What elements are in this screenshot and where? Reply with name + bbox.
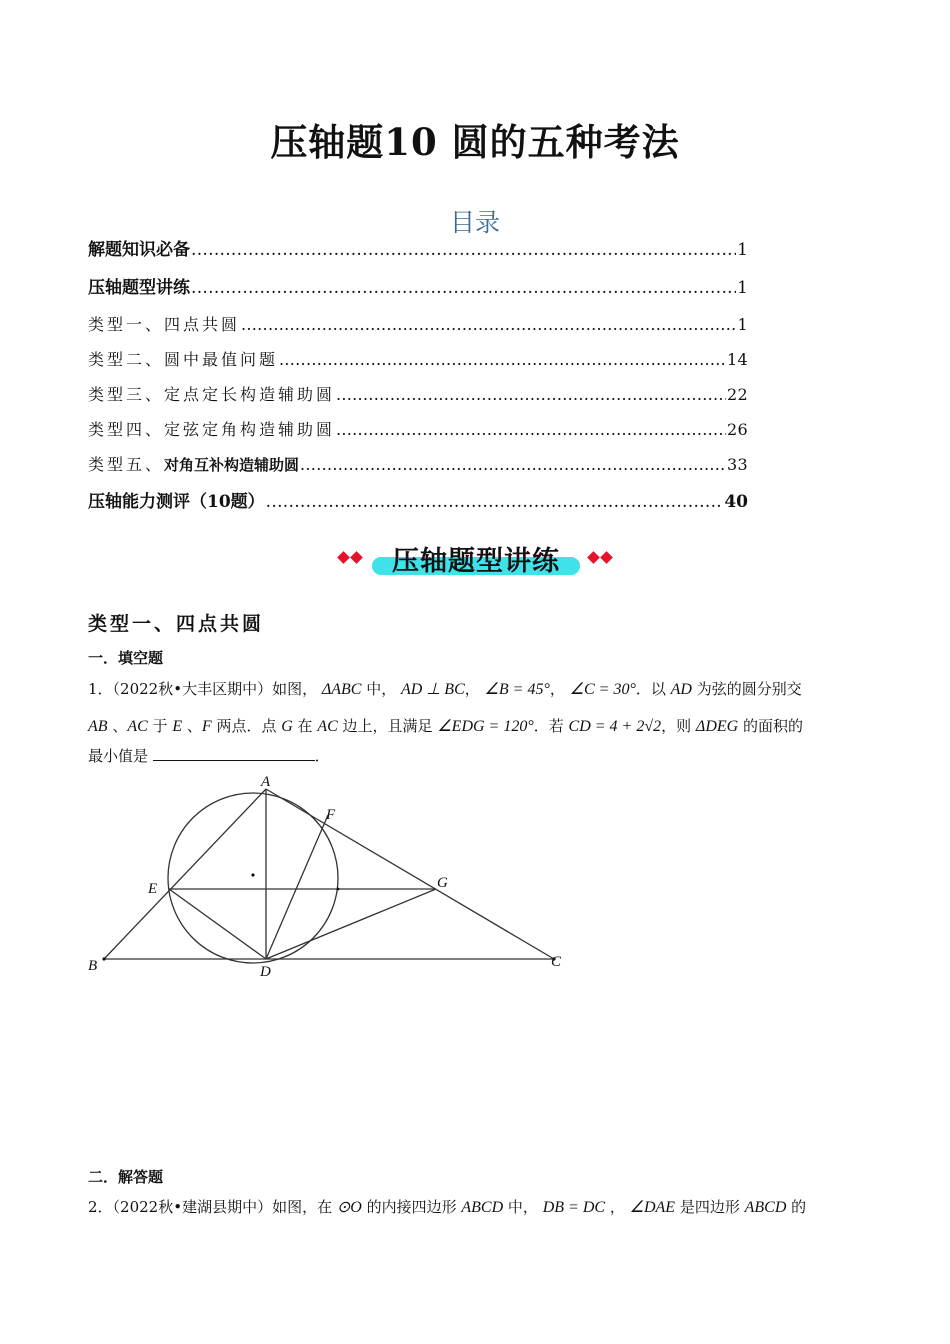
math-expr: ∠DAE xyxy=(629,1199,676,1216)
toc-entry-label-prefix: 类型五、 xyxy=(88,455,165,474)
question-1-line-2 xyxy=(88,716,803,737)
label-b: B xyxy=(88,958,98,974)
label-c: C xyxy=(551,954,562,970)
segment-ac xyxy=(266,789,554,959)
toc-entry-label: 压轴题型讲练 xyxy=(88,278,190,298)
toc-heading: 目录 xyxy=(449,208,500,237)
text-run: ， xyxy=(605,1198,630,1216)
label-g: G xyxy=(437,875,448,891)
question-1-line-3 xyxy=(88,746,330,766)
answer-heading: 二．解答题 xyxy=(88,1168,164,1186)
toc-entry-page: 22 xyxy=(727,385,748,404)
toc-entry-page: 26 xyxy=(727,420,748,439)
question-source: （2022秋•大丰区期中）如图， xyxy=(112,680,318,698)
toc-entry-label: 类型三、定点定长构造辅助圆 xyxy=(88,385,336,404)
text-run: ， xyxy=(549,680,565,698)
toc-leader xyxy=(241,314,737,336)
text-run: ， xyxy=(464,680,480,698)
toc-entry-label: 压轴能力测评（10题） xyxy=(88,492,265,512)
diamond-icon xyxy=(587,551,600,564)
text-run: ． xyxy=(314,747,330,765)
toc-entry-practice[interactable] xyxy=(88,277,748,299)
text-run: 的 xyxy=(786,1198,807,1216)
text-run: 、 xyxy=(182,717,202,735)
diamond-icon xyxy=(350,551,363,564)
page-title: 压轴题10 圆的五种考法 xyxy=(270,120,680,164)
text-run: ．若 xyxy=(533,717,569,735)
toc-entry-label: 解题知识必备 xyxy=(88,240,190,260)
toc-leader xyxy=(191,277,736,299)
text-run: 最小值是 xyxy=(88,747,149,765)
math-expr: CD = 4 + 2√2 xyxy=(568,718,662,735)
math-expr: G xyxy=(281,718,293,735)
fill-in-heading: 一．填空题 xyxy=(88,649,164,667)
math-expr: ΔABC xyxy=(321,681,362,698)
toc-entry-page: 1 xyxy=(737,315,748,334)
math-expr: AC xyxy=(317,718,338,735)
math-expr: AD xyxy=(670,681,692,698)
point-dot xyxy=(337,888,340,891)
text-run: 两点．点 xyxy=(211,717,282,735)
label-a: A xyxy=(261,774,271,790)
text-run: 中， xyxy=(361,680,397,698)
toc-entry-page: 14 xyxy=(727,350,748,369)
point-b-dot xyxy=(102,957,105,960)
diamond-icon xyxy=(600,551,613,564)
toc-leader xyxy=(300,454,726,476)
toc-entry-type-4[interactable] xyxy=(88,419,748,441)
toc-entry-type-2[interactable] xyxy=(88,349,748,371)
answer-blank[interactable] xyxy=(153,746,315,761)
math-expr: E xyxy=(172,718,183,735)
toc-entry-label: 类型二、圆中最值问题 xyxy=(88,350,279,369)
geometry-figure xyxy=(80,770,580,985)
math-expr: F xyxy=(201,718,212,735)
text-run: 边上，且满足 xyxy=(337,717,438,735)
question-2-line-1 xyxy=(88,1197,806,1218)
toc-entry-type-5[interactable] xyxy=(88,454,748,476)
label-e: E xyxy=(148,881,158,897)
text-run: 是四边形 xyxy=(675,1198,745,1216)
math-expr: ∠EDG = 120° xyxy=(437,718,534,735)
toc-entry-label-main: 对角互补构造辅助圆 xyxy=(164,456,300,474)
math-expr: ABCD xyxy=(461,1199,504,1216)
text-run: 的内接四边形 xyxy=(361,1198,462,1216)
math-expr: AD ⊥ BC xyxy=(401,681,465,698)
math-expr: ΔDEG xyxy=(695,718,739,735)
toc-entry-assessment[interactable] xyxy=(88,491,748,513)
question-1-line-1 xyxy=(88,679,802,700)
text-run: ．以 xyxy=(635,680,671,698)
math-expr: ⊙O xyxy=(336,1199,362,1216)
text-run: ，则 xyxy=(661,717,696,735)
toc-leader xyxy=(336,384,726,406)
question-number: 1． xyxy=(88,680,113,698)
text-run: 于 xyxy=(147,717,173,735)
math-expr: AC xyxy=(127,718,148,735)
toc-leader xyxy=(336,419,726,441)
text-run: 的面积的 xyxy=(738,717,803,735)
question-number: 2． xyxy=(88,1198,113,1216)
toc-leader xyxy=(191,239,736,261)
toc-entry-page: 1 xyxy=(737,240,748,260)
math-expr: AB xyxy=(88,718,108,735)
toc-entry-page: 40 xyxy=(724,492,748,512)
toc-entry-page: 1 xyxy=(737,278,748,298)
banner-title: 压轴题型讲练 xyxy=(392,546,560,577)
toc-entry-label xyxy=(88,454,299,476)
text-run: 在 xyxy=(292,717,318,735)
question-source: （2022秋•建湖县期中）如图，在 xyxy=(112,1198,337,1216)
math-expr: ABCD xyxy=(744,1199,787,1216)
label-d: D xyxy=(260,964,271,980)
math-expr: ∠B = 45° xyxy=(484,681,550,698)
center-dot xyxy=(251,873,254,876)
segment-ed xyxy=(169,889,266,959)
math-expr: DB = DC xyxy=(542,1199,606,1216)
toc-leader xyxy=(266,491,724,513)
toc-entry-page: 33 xyxy=(727,455,748,474)
segment-ab xyxy=(104,789,266,959)
label-f: F xyxy=(326,807,336,823)
math-expr: ∠C = 30° xyxy=(569,681,636,698)
toc-entry-type-1[interactable] xyxy=(88,314,748,336)
toc-entry-type-3[interactable] xyxy=(88,384,748,406)
text-run: 为弦的圆分别交 xyxy=(691,680,802,698)
toc-entry-label: 类型一、四点共圆 xyxy=(88,315,241,334)
text-run: 中， xyxy=(503,1198,543,1216)
toc-leader xyxy=(279,349,726,371)
toc-entry-knowledge[interactable] xyxy=(88,239,748,261)
toc-entry-label: 类型四、定弦定角构造辅助圆 xyxy=(88,420,336,439)
section-banner xyxy=(330,535,620,583)
text-run: 、 xyxy=(107,717,128,735)
diamond-icon xyxy=(337,551,350,564)
section-heading: 类型一、四点共圆 xyxy=(88,613,265,635)
circle xyxy=(168,793,338,963)
